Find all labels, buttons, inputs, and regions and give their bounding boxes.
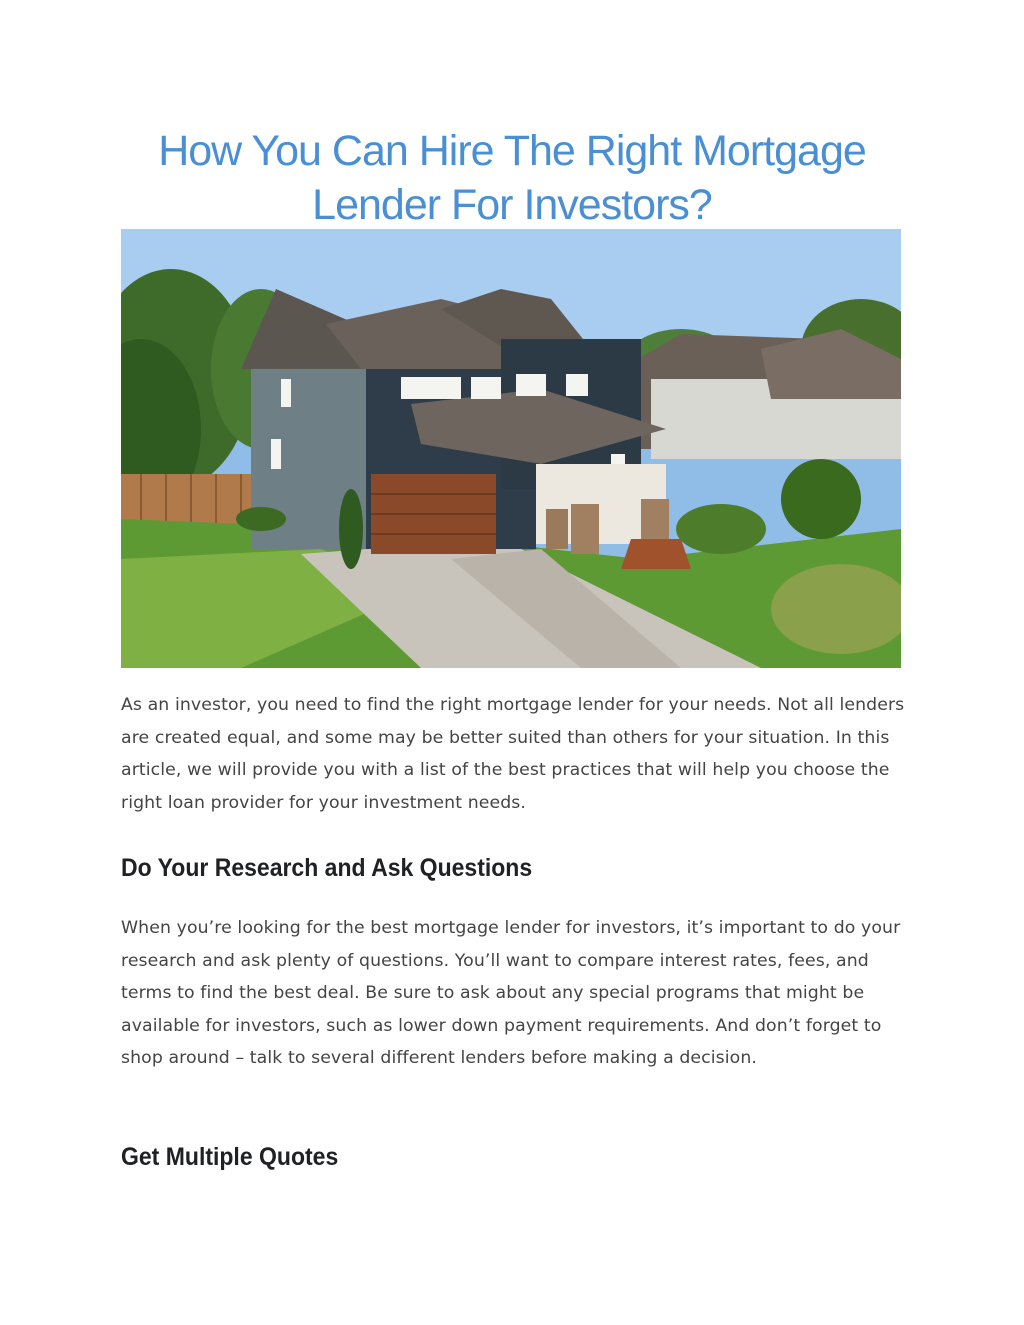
hero-image bbox=[121, 229, 901, 668]
section-heading-quotes: Get Multiple Quotes bbox=[121, 1143, 339, 1171]
page-title: How You Can Hire The Right Mortgage Lender For Investors? bbox=[158, 127, 866, 229]
section-heading-research: Do Your Research and Ask Questions bbox=[121, 854, 533, 882]
research-paragraph: When you’re looking for the best mortgage lender for investors, it’s important to do your research and ask plenty of questions. You’ll want to compare interest rates, fees, and terms to find the best deal. Be sure to ask about any special programs that might be available for investors, such as lower down payment requirements. And don’t forget to shop around – talk to several different lenders before making a decision. bbox=[121, 918, 901, 1068]
intro-paragraph: As an investor, you need to find the right mortgage lender for your needs. Not all lenders are created equal, and some may be better suited than others for your situation. In this article, we will provide you with a list of the best practices that will help you choose the right loan provider for your investment needs. bbox=[121, 695, 905, 813]
